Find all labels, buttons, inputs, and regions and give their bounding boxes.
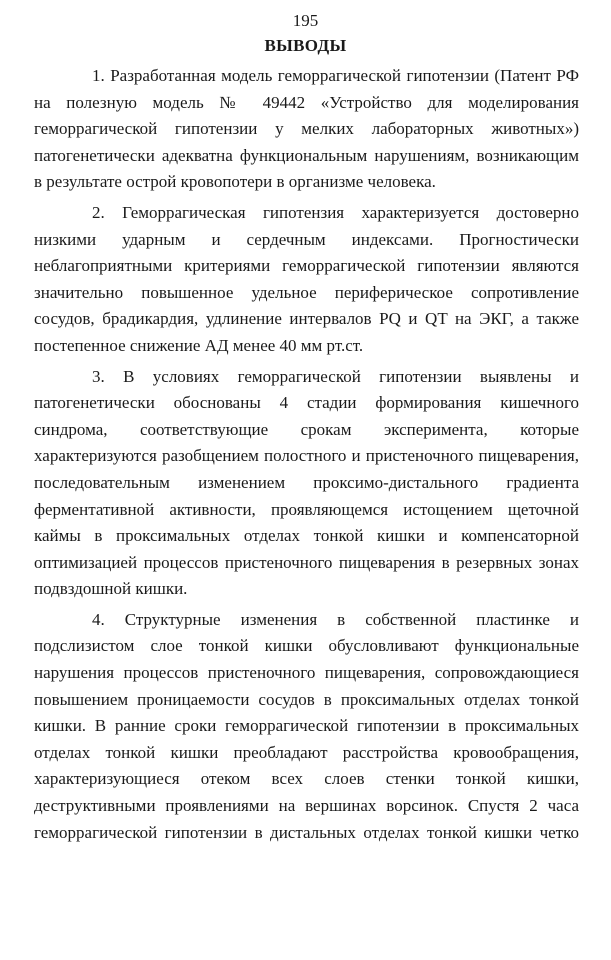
conclusion-paragraph-3: 3. В условиях геморрагической гипотензии выявлены и патогенетически обоснованы 4 стадии формирования кишечного синдрома, соответствующие срокам эксперимента, которые характеризуются разобщением полостного и пристеночного пищеварения, последовательным изменением проксимо-дистального градиента ферментативной активности, проявляющемся истощением щеточной каймы в проксимальных отделах тонкой кишки и компенсаторной оптимизацией процессов пристеночного пищеварения в резервных зонах подвздошной кишки.: [34, 366, 579, 599]
conclusions-list: [34, 63, 579, 846]
conclusion-paragraph-4: 4. Структурные изменения в собственной пластинке и подслизистом слое тонкой кишки обусловливают функциональные нарушения процессов пристеночного пищеварения, сопровождающиеся повышением проницаемости сосудов в проксимальных отделах тонкой кишки. В ранние сроки геморрагической гипотензии в проксимальных отделах тонкой кишки преобладают расстройства кровообращения, характеризующиеся отеком всех слоев стенки тонкой кишки, деструктивными проявлениями на вершинах ворсинок. Спустя 2 часа геморрагической гипотензии в дистальных отделах тонкой кишки четко: [34, 609, 579, 842]
page-number: 195: [292, 11, 319, 30]
page-title: ВЫВОДЫ: [264, 36, 347, 55]
conclusion-paragraph-2: 2. Геморрагическая гипотензия характеризуется достоверно низкими ударным и сердечным индексами. Прогностически неблагоприятными критериями геморрагической гипотензии являются значительно повышенное удельное периферическое сопротивление сосудов, брадикардия, удлинение интервалов PQ и QT на ЭКГ, а также постепенное снижение АД менее 40 мм рт.ст.: [34, 202, 579, 355]
conclusion-paragraph-1: 1. Разработанная модель геморрагической гипотензии (Патент РФ на полезную модель № 49442 «Устройство для моделирования геморрагической гипотензии у мелких лабораторных животных») патогенетически адекватна функциональным нарушениям, возникающим в результате острой кровопотери в организме человека.: [34, 66, 579, 192]
